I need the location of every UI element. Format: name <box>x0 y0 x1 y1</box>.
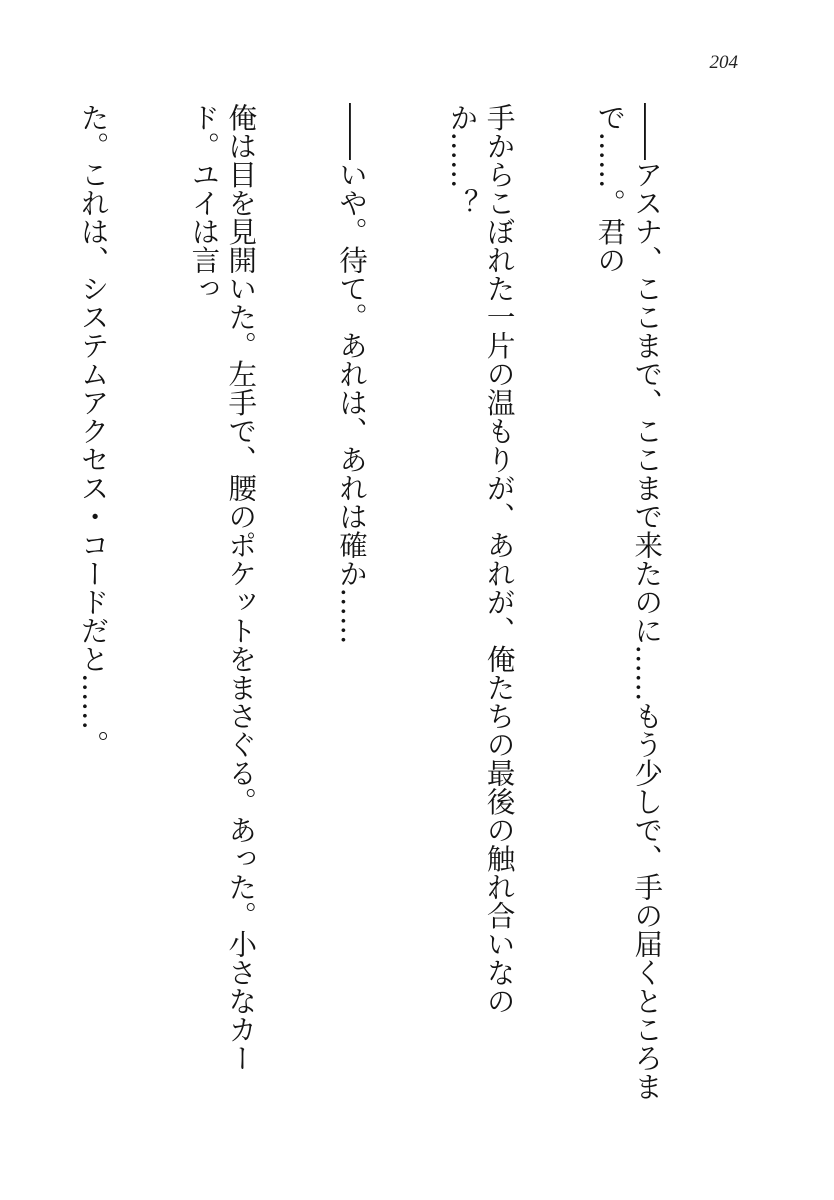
text-line: 俺は目を見開いた。左手で、腰のポケットをまさぐる。あった。小さなカード。ユイは言っ <box>187 103 258 1072</box>
text-line: ――アスナ、ここまで、ここまで来たのに……もう少しで、手の届くところまで……。君の <box>593 103 664 1101</box>
novel-body-text <box>0 103 738 1113</box>
text-line: 手からこぼれた一片の温もりが、あれが、俺たちの最後の触れ合いなのか……？ <box>445 103 516 1015</box>
text-line: ――いや。待て。あれは、あれは確か…… <box>334 103 368 645</box>
text-line: た。これは、システムアクセス・コードだと……。 <box>76 103 110 759</box>
page-number: 204 <box>709 52 738 73</box>
